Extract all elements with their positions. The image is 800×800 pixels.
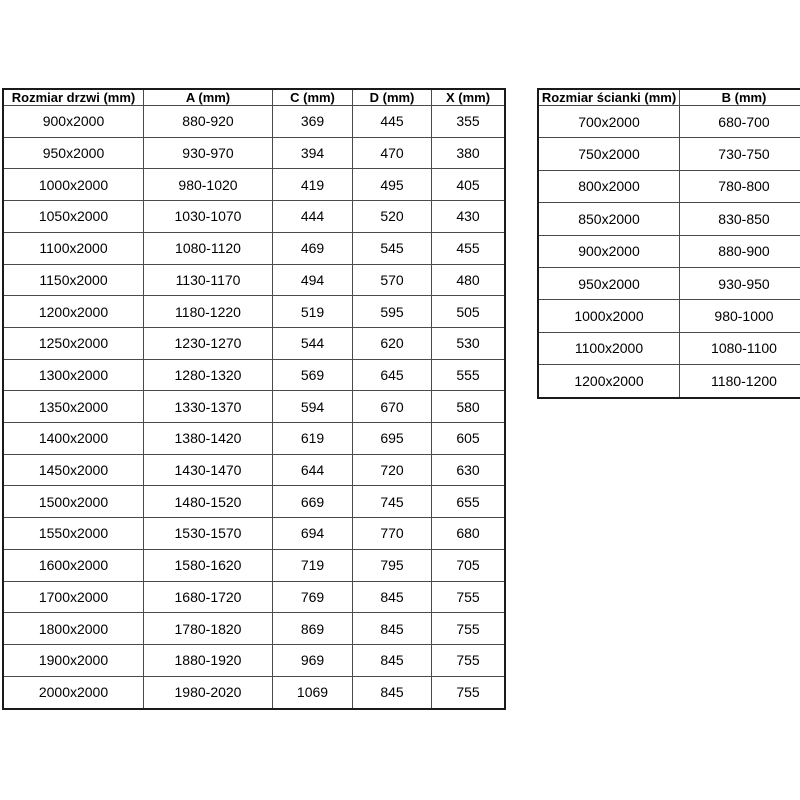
table-cell: 1430-1470 — [144, 454, 273, 486]
table-cell: 980-1020 — [144, 169, 273, 201]
table-cell: 1100x2000 — [3, 232, 144, 264]
table-cell: 569 — [273, 359, 353, 391]
table-row — [538, 300, 800, 332]
table-cell: 605 — [432, 423, 506, 455]
table-cell: 719 — [273, 549, 353, 581]
table-row — [3, 518, 505, 550]
table-cell: 619 — [273, 423, 353, 455]
table-cell: 595 — [353, 296, 432, 328]
table-cell: 1130-1170 — [144, 264, 273, 296]
table-cell: 695 — [353, 423, 432, 455]
table-cell: 850x2000 — [538, 203, 680, 235]
table-cell: 1400x2000 — [3, 423, 144, 455]
table-row — [3, 359, 505, 391]
table-cell: 1080-1120 — [144, 232, 273, 264]
table-cell: 1230-1270 — [144, 327, 273, 359]
table-cell: 969 — [273, 644, 353, 676]
table-cell: 1530-1570 — [144, 518, 273, 550]
table-cell: 1680-1720 — [144, 581, 273, 613]
table-cell: 930-970 — [144, 137, 273, 169]
table-cell: 750x2000 — [538, 138, 680, 170]
table-cell: 680-700 — [680, 106, 800, 138]
door-size-table — [2, 88, 506, 710]
table-cell: 444 — [273, 201, 353, 233]
table-cell: 2000x2000 — [3, 676, 144, 709]
table-cell: 419 — [273, 169, 353, 201]
column-header: C (mm) — [273, 89, 353, 106]
column-header: X (mm) — [432, 89, 506, 106]
table-cell: 1000x2000 — [538, 300, 680, 332]
table-cell: 845 — [353, 644, 432, 676]
table-cell: 355 — [432, 106, 506, 138]
table-cell: 545 — [353, 232, 432, 264]
table-cell: 469 — [273, 232, 353, 264]
table-row — [538, 267, 800, 299]
table-cell: 745 — [353, 486, 432, 518]
table-cell: 755 — [432, 581, 506, 613]
table-cell: 394 — [273, 137, 353, 169]
table-cell: 655 — [432, 486, 506, 518]
table-row — [3, 201, 505, 233]
table-cell: 580 — [432, 391, 506, 423]
table-cell: 670 — [353, 391, 432, 423]
table-row — [3, 327, 505, 359]
table-cell: 1069 — [273, 676, 353, 709]
table-row — [3, 137, 505, 169]
table-cell: 1180-1200 — [680, 365, 800, 398]
table-cell: 830-850 — [680, 203, 800, 235]
table-row — [3, 106, 505, 138]
table-cell: 519 — [273, 296, 353, 328]
table-cell: 1800x2000 — [3, 613, 144, 645]
table-cell: 445 — [353, 106, 432, 138]
table-cell: 1500x2000 — [3, 486, 144, 518]
table-cell: 645 — [353, 359, 432, 391]
table-cell: 1330-1370 — [144, 391, 273, 423]
table-cell: 900x2000 — [538, 235, 680, 267]
table-cell: 1350x2000 — [3, 391, 144, 423]
column-header: A (mm) — [144, 89, 273, 106]
door-table-header-row — [3, 89, 505, 106]
table-cell: 755 — [432, 613, 506, 645]
column-header: B (mm) — [680, 89, 800, 106]
table-cell: 950x2000 — [3, 137, 144, 169]
table-cell: 520 — [353, 201, 432, 233]
table-cell: 1600x2000 — [3, 549, 144, 581]
table-cell: 694 — [273, 518, 353, 550]
table-cell: 1100x2000 — [538, 332, 680, 364]
table-cell: 1480-1520 — [144, 486, 273, 518]
table-cell: 1000x2000 — [3, 169, 144, 201]
table-row — [3, 676, 505, 709]
table-cell: 1550x2000 — [3, 518, 144, 550]
table-cell: 845 — [353, 613, 432, 645]
table-cell: 1280-1320 — [144, 359, 273, 391]
table-cell: 880-900 — [680, 235, 800, 267]
table-cell: 1200x2000 — [538, 365, 680, 398]
table-row — [538, 170, 800, 202]
table-cell: 869 — [273, 613, 353, 645]
table-cell: 1180-1220 — [144, 296, 273, 328]
table-cell: 980-1000 — [680, 300, 800, 332]
table-cell: 530 — [432, 327, 506, 359]
table-row — [538, 106, 800, 138]
table-cell: 1900x2000 — [3, 644, 144, 676]
table-cell: 1150x2000 — [3, 264, 144, 296]
table-cell: 900x2000 — [3, 106, 144, 138]
table-cell: 1780-1820 — [144, 613, 273, 645]
table-row — [538, 332, 800, 364]
table-cell: 1450x2000 — [3, 454, 144, 486]
table-cell: 455 — [432, 232, 506, 264]
table-cell: 1050x2000 — [3, 201, 144, 233]
table-cell: 1880-1920 — [144, 644, 273, 676]
wall-table-header-row — [538, 89, 800, 106]
table-cell: 845 — [353, 676, 432, 709]
table-cell: 730-750 — [680, 138, 800, 170]
table-row — [3, 549, 505, 581]
table-cell: 845 — [353, 581, 432, 613]
table-cell: 555 — [432, 359, 506, 391]
table-cell: 570 — [353, 264, 432, 296]
table-row — [538, 235, 800, 267]
table-cell: 950x2000 — [538, 267, 680, 299]
table-cell: 1300x2000 — [3, 359, 144, 391]
table-row — [3, 644, 505, 676]
table-cell: 1250x2000 — [3, 327, 144, 359]
table-cell: 630 — [432, 454, 506, 486]
table-row — [538, 203, 800, 235]
table-cell: 800x2000 — [538, 170, 680, 202]
table-cell: 1200x2000 — [3, 296, 144, 328]
table-cell: 644 — [273, 454, 353, 486]
table-row — [3, 423, 505, 455]
column-header: D (mm) — [353, 89, 432, 106]
table-cell: 480 — [432, 264, 506, 296]
table-cell: 1700x2000 — [3, 581, 144, 613]
table-cell: 1380-1420 — [144, 423, 273, 455]
table-cell: 669 — [273, 486, 353, 518]
table-row — [3, 613, 505, 645]
table-cell: 880-920 — [144, 106, 273, 138]
table-row — [3, 454, 505, 486]
table-cell: 720 — [353, 454, 432, 486]
table-cell: 1580-1620 — [144, 549, 273, 581]
table-cell: 930-950 — [680, 267, 800, 299]
table-row — [3, 486, 505, 518]
table-row — [538, 365, 800, 398]
table-row — [3, 232, 505, 264]
table-row — [538, 138, 800, 170]
table-cell: 755 — [432, 644, 506, 676]
table-cell: 505 — [432, 296, 506, 328]
column-header: Rozmiar ścianki (mm) — [538, 89, 680, 106]
table-cell: 700x2000 — [538, 106, 680, 138]
table-cell: 495 — [353, 169, 432, 201]
table-cell: 1030-1070 — [144, 201, 273, 233]
table-cell: 430 — [432, 201, 506, 233]
table-cell: 770 — [353, 518, 432, 550]
table-cell: 1080-1100 — [680, 332, 800, 364]
table-cell: 470 — [353, 137, 432, 169]
table-cell: 594 — [273, 391, 353, 423]
table-cell: 494 — [273, 264, 353, 296]
table-cell: 405 — [432, 169, 506, 201]
column-header: Rozmiar drzwi (mm) — [3, 89, 144, 106]
table-cell: 795 — [353, 549, 432, 581]
table-cell: 620 — [353, 327, 432, 359]
table-row — [3, 264, 505, 296]
table-cell: 369 — [273, 106, 353, 138]
table-cell: 1980-2020 — [144, 676, 273, 709]
table-cell: 680 — [432, 518, 506, 550]
table-cell: 544 — [273, 327, 353, 359]
table-cell: 780-800 — [680, 170, 800, 202]
table-cell: 769 — [273, 581, 353, 613]
table-cell: 380 — [432, 137, 506, 169]
table-cell: 705 — [432, 549, 506, 581]
table-row — [3, 391, 505, 423]
table-row — [3, 296, 505, 328]
table-cell: 755 — [432, 676, 506, 709]
wall-panel-size-table — [537, 88, 800, 399]
table-row — [3, 169, 505, 201]
table-row — [3, 581, 505, 613]
